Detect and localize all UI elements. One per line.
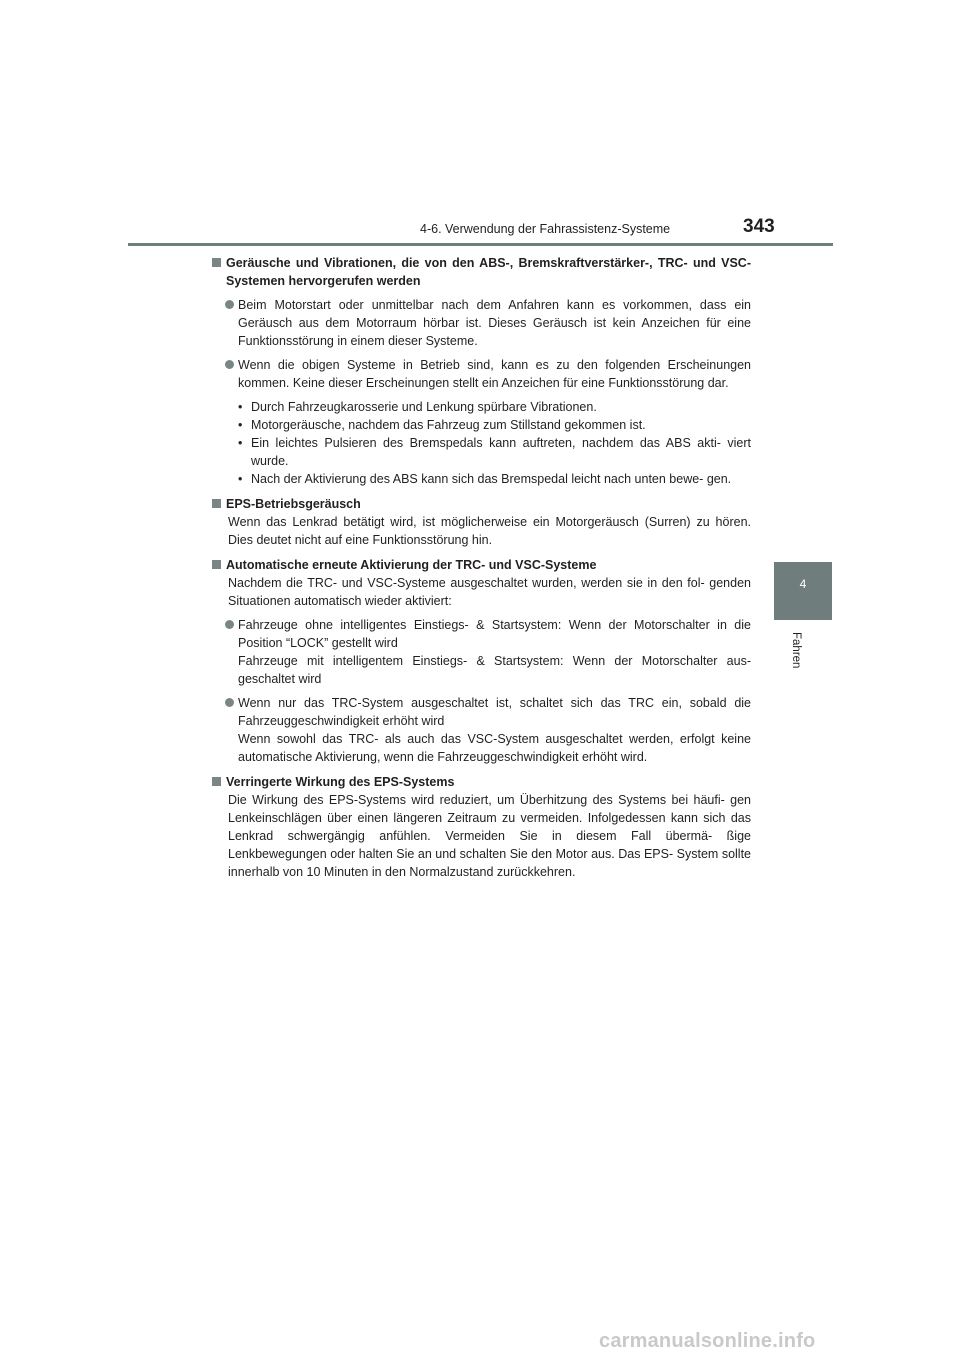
chapter-label: Fahren [790,632,802,669]
main-content [211,254,751,881]
sub-list-item: • Durch Fahrzeugkarosserie und Lenkung spürbare Vibrationen. [238,400,597,414]
bullet-item: Wenn nur das TRC-System ausgeschaltet ist, schaltet sich das TRC ein, sobald die Fahrzeuggeschwindigkeit erhöht wird Wenn sowohl das TRC- als auch das VSC-System ausgeschaltet werden, erfolgt keine automatische Aktivierung, wenn die Fahrzeuggeschwindigkeit erhöht wird. [211,694,751,766]
section-header: 4-6. Verwendung der Fahrassistenz-Systeme [420,222,671,236]
dot-marker-icon: • [238,472,243,486]
sub-list-item: • Motorgeräusche, nachdem das Fahrzeug zum Stillstand gekommen ist. [238,418,646,432]
circle-bullet-icon [225,698,234,707]
square-bullet-icon [212,777,221,786]
dot-marker-icon: • [238,418,243,432]
watermark-logo: carmanualsonline.info [599,1330,816,1352]
dot-marker-icon: • [238,400,243,414]
bullet-item: Beim Motorstart oder unmittelbar nach dem Anfahren kann es vorkommen, dass ein Geräusch aus dem Motorraum hörbar ist. Dieses Geräusch ist kein Anzeichen für eine Funktionsstörung in einem dieser Systeme. [211,296,751,350]
square-bullet-icon [212,499,221,508]
sub-list [238,398,751,488]
sub-list-item: • Nach der Aktivierung des ABS kann sich das Bremspedal leicht nach unten bewe- gen. [238,472,732,486]
section-text: Nachdem die TRC- und VSC-Systeme ausgeschaltet wurden, werden sie in den fol- genden Situationen automatisch wieder aktiviert: [228,576,751,608]
sub-list-item: • Ein leichtes Pulsieren des Bremspedals kann auftreten, nachdem das ABS akti- viert wurde. [238,436,751,468]
circle-bullet-icon [225,620,234,629]
section-text: Die Wirkung des EPS-Systems wird reduziert, um Überhitzung des Systems bei häufi- gen Lenkeinschlägen über einen längeren Zeitraum zu vermeiden. Infolgedessen kann sich das Lenkrad schwergängig anfühlen. Vermeiden Sie in diesem Fall übermä- ßige Lenkbewegungen oder halten Sie an und schalten Sie den Motor aus. Das EPS- System sollte innerhalb von 10 Minuten in den Normalzustand zurückkehren. [228,793,751,879]
header-divider [128,243,833,246]
circle-bullet-icon [225,300,234,309]
section-text: Wenn das Lenkrad betätigt wird, ist möglicherweise ein Motorgeräusch (Surren) zu hören. Dies deutet nicht auf eine Funktionsstörung hin. [228,515,751,547]
square-bullet-icon [212,258,221,267]
chapter-number: 4 [799,577,807,591]
page-number: 343 [743,216,775,237]
chapter-tab [774,562,832,620]
circle-bullet-icon [225,360,234,369]
square-bullet-icon [212,560,221,569]
bullet-item: Fahrzeuge ohne intelligentes Einstiegs- & Startsystem: Wenn der Motorschalter in die Position “LOCK” gestellt wird Fahrzeuge mit intelligentem Einstiegs- & Startsystem: Wenn der Motorschalter aus- geschaltet wird [211,616,751,688]
bullet-item: Wenn die obigen Systeme in Betrieb sind, kann es zu den folgenden Erscheinungen kommen. Keine dieser Erscheinungen stellt ein Anzeichen für eine Funktionsstörung dar. [211,356,751,392]
section-heading: Automatische erneute Aktivierung der TRC- und VSC-Systeme [211,556,751,574]
section-heading: Verringerte Wirkung des EPS-Systems [211,773,751,791]
dot-marker-icon: • [238,436,243,450]
section-heading: Geräusche und Vibrationen, die von den ABS-, Bremskraftverstärker-, TRC- und VSC-Systemen hervorgerufen werden [211,254,751,290]
section-heading: EPS-Betriebsgeräusch [211,495,751,513]
